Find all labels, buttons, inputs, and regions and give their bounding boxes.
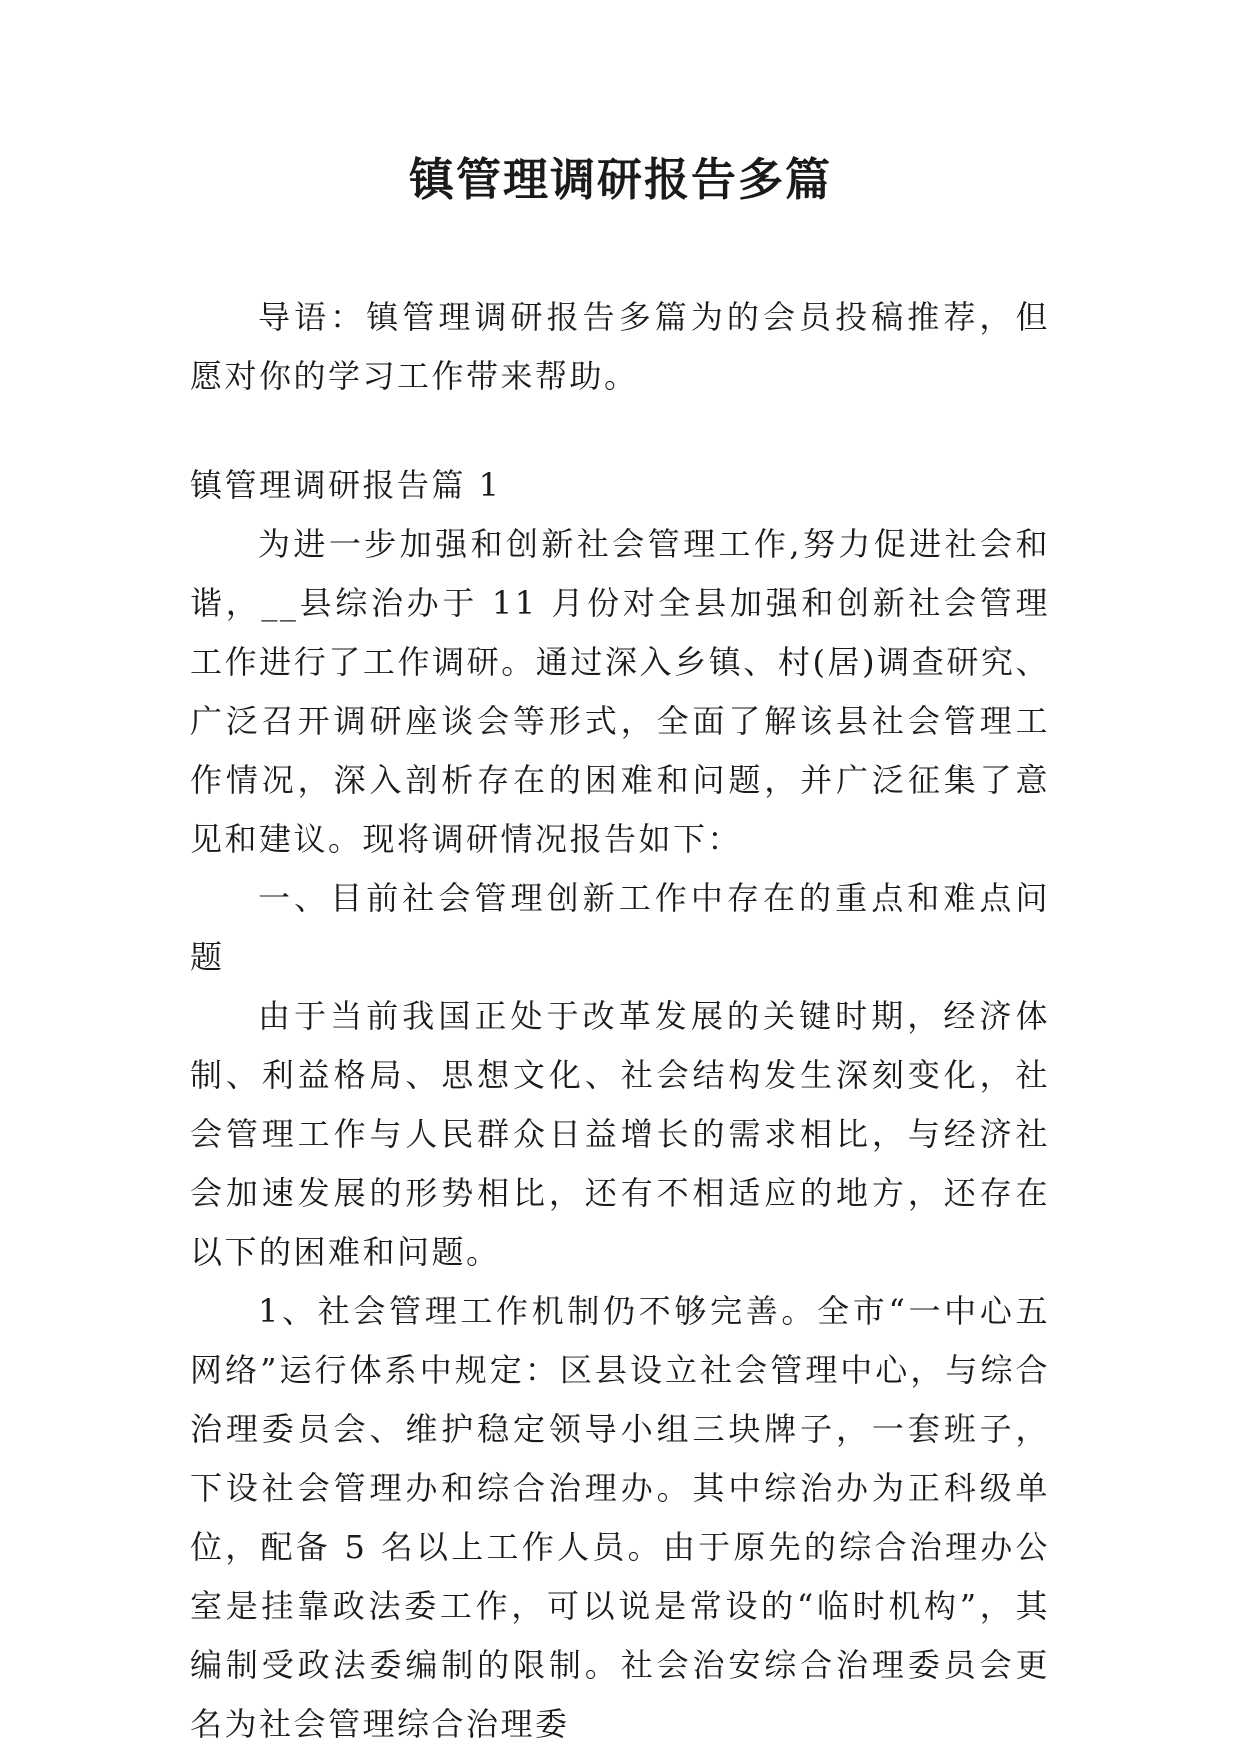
document-body <box>190 288 1050 1754</box>
body-paragraph-1: 为进一步加强和创新社会管理工作,努力促进社会和谐，__县综治办于 11 月份对全县加强和创新社会管理工作进行了工作调研。通过深入乡镇、村(居)调查研究、广泛召开调研座谈会等形式，全面了解该县社会管理工作情况，深入剖析存在的困难和问题，并广泛征集了意见和建议。现将调研情况报告如下： <box>190 525 1050 858</box>
body-paragraph-4: 1、社会管理工作机制仍不够完善。全市“一中心五网络”运行体系中规定：区县设立社会管理中心，与综合治理委员会、维护稳定领导小组三块牌子，一套班子，下设社会管理办和综合治理办。其中综治办为正科级单位，配备 5 名以上工作人员。由于原先的综合治理办公室是挂靠政法委工作，可以说是常设的“临时机构”，其编制受政法委编制的限制。社会治安综合治理委员会更名为社会管理综合治理委 <box>190 1292 1050 1743</box>
heading-paragraph-2: 一、目前社会管理创新工作中存在的重点和难点问题 <box>190 879 1050 976</box>
document-title: 镇管理调研报告多篇 <box>408 153 832 206</box>
body-paragraph-3: 由于当前我国正处于改革发展的关键时期，经济体制、利益格局、思想文化、社会结构发生深刻变化，社会管理工作与人民群众日益增长的需求相比，与经济社会加速发展的形势相比，还有不相适应的地方，还存在以下的困难和问题。 <box>190 997 1050 1271</box>
intro-paragraph: 导语：镇管理调研报告多篇为的会员投稿推荐，但愿对你的学习工作带来帮助。 <box>190 298 1050 395</box>
section-title: 镇管理调研报告篇 1 <box>190 466 502 504</box>
